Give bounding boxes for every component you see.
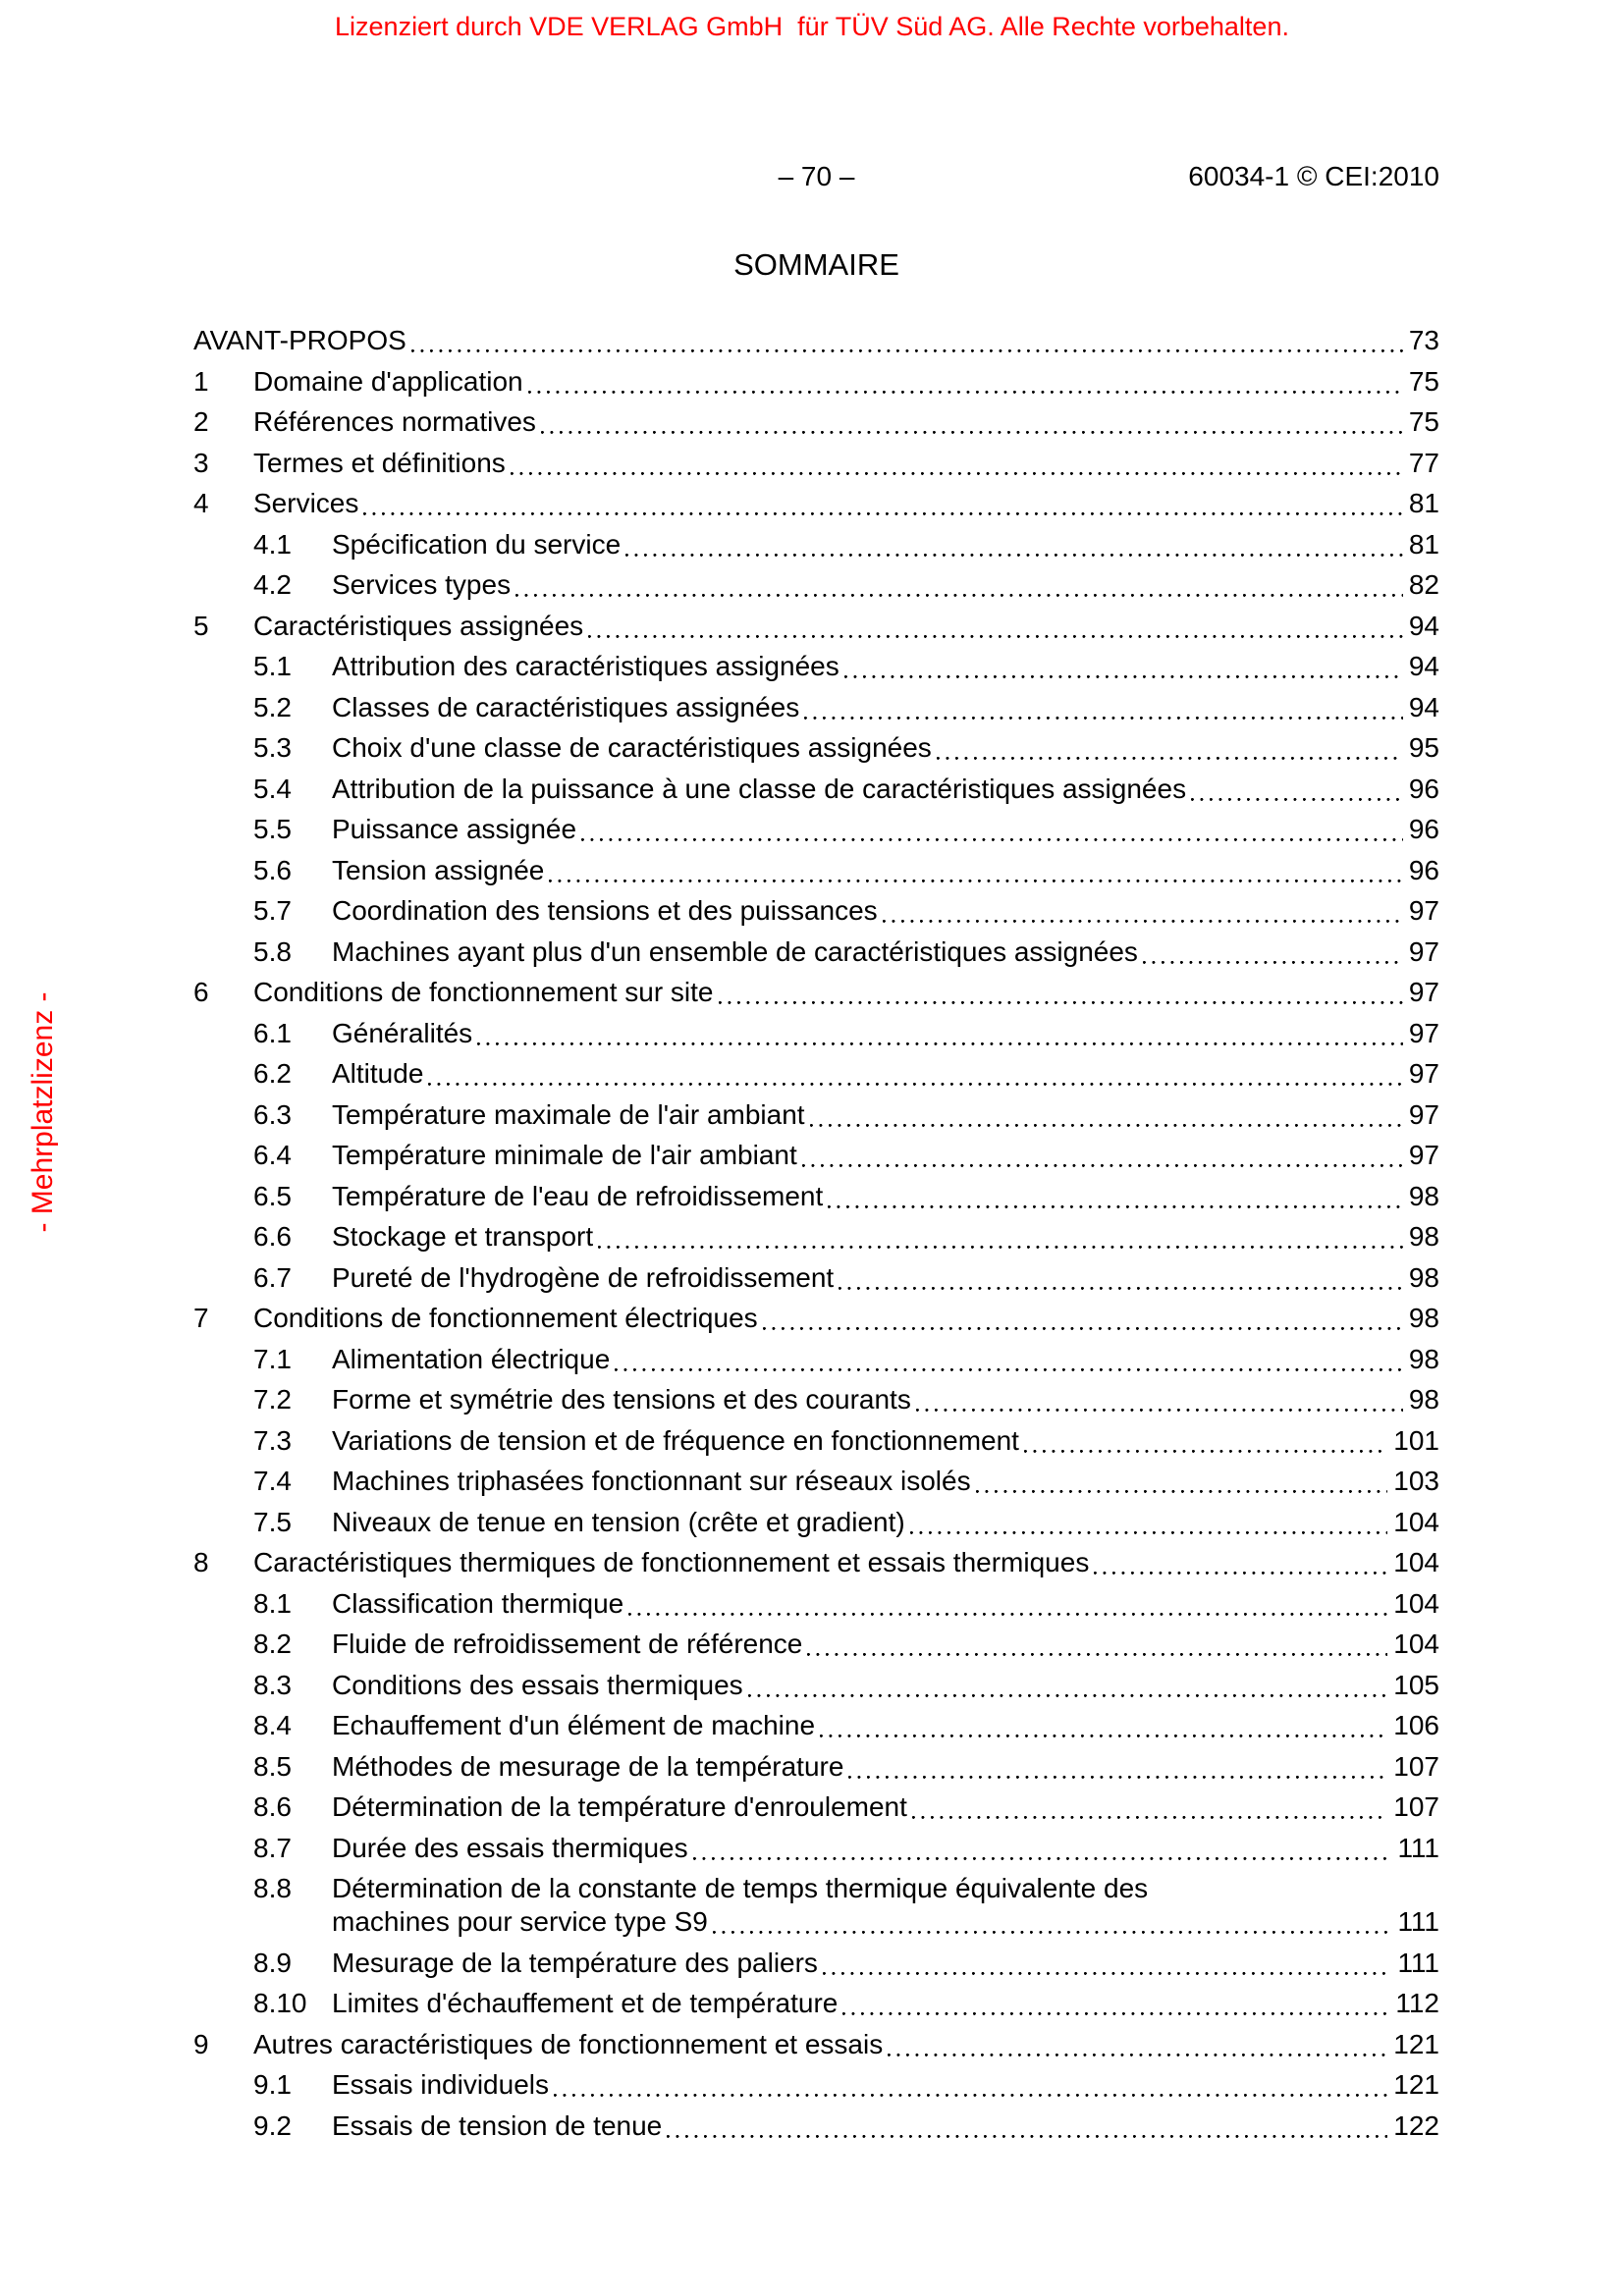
toc-leader-dots — [625, 554, 1403, 557]
toc-entry-line — [253, 1180, 1439, 1213]
toc-entry-title: Détermination de la température d'enroulement — [332, 1791, 907, 1822]
toc-leader-dots — [1143, 961, 1403, 964]
toc-leader-dots — [411, 349, 1403, 352]
toc-entry-title: Domaine d'application — [253, 365, 523, 397]
toc-entry-page: 104 — [1393, 1506, 1439, 1537]
toc-entry-title: Fluide de refroidissement de référence — [332, 1629, 803, 1659]
toc-entry-title: Services — [253, 488, 359, 518]
multi-seat-license-watermark: - Mehrplatzlizenz - — [27, 991, 59, 1233]
toc-entry-page: 104 — [1393, 1547, 1439, 1577]
toc-entry-line — [253, 650, 1439, 683]
toc-leader-dots — [937, 757, 1403, 760]
toc-entry-number: 5.7 — [253, 895, 292, 926]
toc-entry — [193, 1180, 1439, 1213]
toc-entry-title: Termes et définitions — [253, 447, 506, 478]
toc-entry-line — [253, 935, 1439, 969]
toc-entry-number: 9 — [193, 2028, 209, 2059]
toc-entry-page: 98 — [1408, 1261, 1439, 1293]
toc-entry-number: 9.1 — [253, 2069, 292, 2100]
toc-entry-number: 4.2 — [253, 569, 292, 600]
toc-entry-page: 82 — [1408, 569, 1439, 600]
toc-leader-dots — [363, 512, 1402, 515]
toc-entry-title: Classes de caractéristiques assignées — [332, 691, 800, 722]
toc-leader-dots — [628, 1613, 1387, 1616]
toc-entry-page: 111 — [1397, 1947, 1439, 1978]
toc-entry-number: 7.5 — [253, 1506, 292, 1537]
toc-leader-dots — [823, 1972, 1392, 1975]
toc-entry-line — [193, 487, 1439, 520]
toc-entry-number: 3 — [193, 447, 209, 478]
toc-leader-dots — [828, 1205, 1403, 1208]
toc-entry-line — [253, 1383, 1439, 1416]
toc-entry-title: Température de l'eau de refroidissement — [332, 1180, 824, 1211]
toc-entry-number: 5.4 — [253, 773, 292, 804]
toc-entry-number: 8.1 — [253, 1587, 292, 1619]
toc-leader-dots — [541, 431, 1403, 434]
toc-entry — [193, 610, 1439, 643]
toc-entry-title: Coordination des tensions et des puissances — [332, 895, 878, 926]
toc-entry-title: Choix d'une classe de caractéristiques assignées — [332, 732, 932, 763]
toc-entry-number: 6 — [193, 977, 209, 1007]
toc-entry-title: Caractéristiques assignées — [253, 610, 584, 641]
toc-entry — [193, 1709, 1439, 1742]
toc-entry-page: 112 — [1395, 1988, 1439, 2018]
toc-entry-title: Caractéristiques thermiques de fonctionnement et essais thermiques — [253, 1547, 1090, 1577]
toc-entry-title: Pureté de l'hydrogène de refroidissement — [332, 1261, 835, 1293]
toc-entry-page: 98 — [1408, 1180, 1439, 1211]
toc-entry-title: Attribution de la puissance à une classe de caractéristiques assignées — [332, 773, 1187, 804]
toc-entry-title: Machines triphasées fonctionnant sur réseaux isolés — [332, 1466, 971, 1496]
toc-leader-dots — [581, 838, 1403, 841]
toc-entry-line — [253, 1139, 1439, 1172]
toc-entry-number: 8.7 — [253, 1832, 292, 1863]
toc-list — [193, 324, 1439, 2143]
toc-entry-title: Mesurage de la température des paliers — [332, 1947, 818, 1978]
toc-leader-dots — [588, 635, 1403, 638]
toc-leader-dots — [511, 472, 1403, 475]
toc-entry — [193, 324, 1439, 357]
toc-entry-page: 104 — [1393, 1629, 1439, 1659]
page-number-marker: – 70 – — [778, 161, 855, 191]
toc-entry — [193, 1220, 1439, 1254]
toc-leader-dots — [763, 1327, 1403, 1330]
toc-entry-line — [253, 1587, 1439, 1621]
toc-entry-title-continued: machines pour service type S9 — [332, 1906, 708, 1937]
toc-entry-number: 6.6 — [253, 1221, 292, 1252]
toc-entry-title: Conditions de fonctionnement électriques — [253, 1303, 758, 1333]
toc-entry-page: 104 — [1393, 1587, 1439, 1619]
toc-entry-line — [253, 773, 1439, 806]
toc-entry-title: Généralités — [332, 1017, 473, 1048]
toc-entry-title: Altitude — [332, 1058, 424, 1089]
toc-entry-number: 8.6 — [253, 1791, 292, 1822]
toc-entry — [193, 365, 1439, 399]
toc-entry-number: 8.9 — [253, 1947, 292, 1978]
toc-entry — [193, 773, 1439, 806]
toc-entry — [193, 1302, 1439, 1335]
toc-entry-line — [253, 731, 1439, 765]
toc-leader-dots — [810, 1124, 1403, 1127]
toc-entry-line — [253, 1506, 1439, 1539]
toc-leader-dots — [802, 1164, 1403, 1167]
toc-leader-dots — [888, 2054, 1387, 2056]
toc-entry-number: 6.2 — [253, 1058, 292, 1089]
toc-entry-line — [193, 324, 1439, 357]
toc-entry-title: Variations de tension et de fréquence en fonctionnement — [332, 1424, 1019, 1456]
toc-entry-page: 97 — [1408, 1140, 1439, 1170]
toc-entry-title: Stockage et transport — [332, 1221, 594, 1252]
toc-entry-title: Puissance assignée — [332, 814, 577, 844]
running-header — [193, 160, 1439, 193]
toc-leader-dots — [428, 1083, 1402, 1086]
toc-leader-dots — [820, 1735, 1387, 1737]
toc-entry-title: Références normatives — [253, 406, 536, 437]
toc-entry-number: 8.3 — [253, 1669, 292, 1700]
toc-entry-number: 6.4 — [253, 1140, 292, 1170]
toc-entry — [193, 1424, 1439, 1458]
toc-entry-title: Température minimale de l'air ambiant — [332, 1140, 797, 1170]
toc-entry-page: 96 — [1408, 773, 1439, 804]
toc-entry-line — [253, 1261, 1439, 1295]
toc-entry — [193, 487, 1439, 520]
toc-entry-page: 97 — [1408, 1098, 1439, 1130]
toc-leader-dots — [916, 1409, 1403, 1412]
toc-entry-line — [253, 1220, 1439, 1254]
toc-entry-line — [253, 568, 1439, 602]
toc-entry-line — [253, 691, 1439, 724]
toc-entry-line — [193, 405, 1439, 439]
toc-entry-line — [193, 365, 1439, 399]
toc-entry-number: 8.2 — [253, 1629, 292, 1659]
toc-entry-title: Limites d'échauffement et de température — [332, 1988, 839, 2018]
toc-entry-page: 103 — [1393, 1466, 1439, 1496]
toc-entry — [193, 976, 1439, 1009]
toc-entry — [193, 405, 1439, 439]
toc-entry-page: 94 — [1408, 651, 1439, 681]
toc-entry — [193, 1587, 1439, 1621]
toc-leader-dots — [912, 1816, 1387, 1819]
toc-entry-line — [193, 447, 1439, 480]
toc-entry-number: 5.6 — [253, 854, 292, 885]
toc-leader-dots — [528, 391, 1403, 394]
toc-leader-dots — [844, 675, 1403, 678]
toc-entry — [193, 1098, 1439, 1132]
toc-entry-title: Attribution des caractéristiques assignées — [332, 651, 839, 681]
toc-entry-page: 101 — [1393, 1424, 1439, 1456]
toc-entry-line — [253, 1947, 1439, 1980]
toc-entry — [193, 2068, 1439, 2102]
toc-entry-number: 5.2 — [253, 691, 292, 722]
toc-entry-page: 77 — [1408, 447, 1439, 478]
toc-entry-line — [253, 1098, 1439, 1132]
toc-leader-dots — [598, 1246, 1403, 1249]
toc-entry-line — [253, 1669, 1439, 1702]
toc-entry-number: 5.5 — [253, 814, 292, 844]
toc-entry — [193, 1628, 1439, 1661]
toc-entry-number: 8.5 — [253, 1750, 292, 1782]
toc-leader-dots — [693, 1857, 1392, 1860]
toc-entry-page: 73 — [1408, 325, 1439, 355]
toc-entry-number: 7.2 — [253, 1384, 292, 1415]
toc-entry-line — [253, 894, 1439, 928]
toc-entry-title: Forme et symétrie des tensions et des courants — [332, 1384, 911, 1415]
toc-leader-dots — [748, 1694, 1388, 1697]
toc-entry-line-continued — [253, 1905, 1439, 1939]
toc-entry — [193, 2028, 1439, 2061]
toc-entry-line — [253, 1628, 1439, 1661]
toc-leader-dots — [839, 1287, 1403, 1290]
toc-entry — [193, 935, 1439, 969]
toc-entry-line — [253, 854, 1439, 887]
toc-leader-dots — [554, 2094, 1387, 2097]
toc-entry-page: 97 — [1408, 1017, 1439, 1048]
toc-entry-title: Services types — [332, 569, 512, 600]
toc-entry-title: Conditions des essais thermiques — [332, 1669, 743, 1700]
toc-entry — [193, 1261, 1439, 1295]
toc-entry-line — [253, 1987, 1439, 2020]
toc-leader-dots — [883, 920, 1403, 923]
toc-entry — [193, 650, 1439, 683]
toc-entry — [193, 1465, 1439, 1498]
toc-entry — [193, 1750, 1439, 1784]
toc-entry-page: 121 — [1393, 2069, 1439, 2100]
toc-entry — [193, 1790, 1439, 1824]
toc-entry-title: Tension assignée — [332, 854, 545, 885]
license-notice: Lizenziert durch VDE VERLAG GmbH für TÜV Süd AG. Alle Rechte vorbehalten. — [335, 12, 1289, 41]
toc-entry-page: 111 — [1397, 1906, 1439, 1937]
toc-entry — [193, 1057, 1439, 1091]
document-reference: 60034-1 © CEI:2010 — [1188, 161, 1439, 191]
toc-leader-dots — [1094, 1572, 1387, 1575]
toc-entry-number: 5.8 — [253, 935, 292, 967]
toc-entry — [193, 447, 1439, 480]
toc-leader-dots — [807, 1653, 1387, 1656]
toc-entry-number: 4.1 — [253, 528, 292, 560]
toc-leader-dots — [667, 2135, 1387, 2138]
toc-entry — [193, 813, 1439, 846]
toc-entry-page: 121 — [1393, 2028, 1439, 2059]
toc-entry-title: Alimentation électrique — [332, 1343, 611, 1374]
toc-leader-dots — [713, 1931, 1392, 1934]
toc-entry — [193, 1872, 1439, 1939]
toc-entry-page: 97 — [1408, 1058, 1439, 1089]
toc-entry — [193, 568, 1439, 602]
toc-entry-line — [193, 1546, 1439, 1579]
toc-entry — [193, 1832, 1439, 1865]
toc-entry-number: 7.4 — [253, 1466, 292, 1496]
toc-entry-page: 106 — [1393, 1710, 1439, 1740]
toc-entry — [193, 1383, 1439, 1416]
toc-entry-number: 8 — [193, 1547, 209, 1577]
toc-entry-number: 6.1 — [253, 1017, 292, 1048]
page-title: SOMMAIRE — [733, 247, 899, 282]
toc-leader-dots — [910, 1531, 1388, 1534]
toc-entry-line — [253, 1057, 1439, 1091]
toc-entry-page: 97 — [1408, 935, 1439, 967]
toc-entry-line — [253, 1872, 1439, 1905]
toc-leader-dots — [848, 1776, 1387, 1779]
toc-entry-line — [253, 2109, 1439, 2143]
toc-entry-page: 105 — [1393, 1669, 1439, 1700]
toc-entry-number: 9.2 — [253, 2109, 292, 2141]
toc-leader-dots — [804, 717, 1403, 720]
toc-entry-page: 75 — [1408, 406, 1439, 437]
toc-entry-title: Echauffement d'un élément de machine — [332, 1710, 816, 1740]
toc-entry-number: 2 — [193, 406, 209, 437]
toc-entry-page: 96 — [1408, 854, 1439, 885]
toc-entry-page: 107 — [1393, 1750, 1439, 1782]
toc-entry-title: AVANT-PROPOS — [193, 325, 406, 355]
toc-leader-dots — [842, 2012, 1389, 2015]
toc-entry-line — [253, 1017, 1439, 1050]
toc-entry — [193, 1017, 1439, 1050]
toc-entry — [193, 1987, 1439, 2020]
toc-entry-number: 6.3 — [253, 1098, 292, 1130]
toc-entry-number: 7 — [193, 1303, 209, 1333]
toc-entry-title: Température maximale de l'air ambiant — [332, 1098, 805, 1130]
toc-entry-page: 95 — [1408, 732, 1439, 763]
toc-entry — [193, 528, 1439, 561]
toc-entry-line — [253, 1790, 1439, 1824]
toc-entry-title: Durée des essais thermiques — [332, 1832, 688, 1863]
toc-entry-page: 81 — [1408, 488, 1439, 518]
toc-entry-number: 8.8 — [253, 1873, 292, 1903]
toc-entry-page: 111 — [1397, 1832, 1439, 1863]
toc-entry-title: Conditions de fonctionnement sur site — [253, 977, 714, 1007]
toc-entry-line — [253, 813, 1439, 846]
toc-entry-page: 97 — [1408, 977, 1439, 1007]
toc-entry-line — [253, 1424, 1439, 1458]
toc-entry-line — [253, 528, 1439, 561]
toc-entry-page: 98 — [1408, 1221, 1439, 1252]
toc-leader-dots — [615, 1368, 1403, 1371]
toc-entry-number: 1 — [193, 365, 209, 397]
toc-entry-page: 96 — [1408, 814, 1439, 844]
content-area — [193, 247, 1439, 2150]
toc-entry — [193, 691, 1439, 724]
toc-entry-title: Spécification du service — [332, 528, 622, 560]
toc-entry — [193, 894, 1439, 928]
toc-entry — [193, 1506, 1439, 1539]
toc-leader-dots — [1024, 1450, 1387, 1453]
toc-entry-line — [253, 1465, 1439, 1498]
toc-entry-page: 94 — [1408, 691, 1439, 722]
toc-entry — [193, 1343, 1439, 1376]
toc-entry-title: Niveaux de tenue en tension (crête et gradient) — [332, 1506, 905, 1537]
toc-entry-page: 98 — [1408, 1303, 1439, 1333]
toc-entry-title: Essais individuels — [332, 2069, 549, 2100]
toc-entry-title: Essais de tension de tenue — [332, 2109, 663, 2141]
toc-entry — [193, 854, 1439, 887]
toc-leader-dots — [719, 1001, 1403, 1004]
toc-entry-page: 122 — [1393, 2109, 1439, 2141]
toc-entry-line — [253, 1832, 1439, 1865]
toc-entry-line — [253, 2068, 1439, 2102]
toc-entry-page: 98 — [1408, 1343, 1439, 1374]
toc-entry — [193, 1139, 1439, 1172]
toc-entry — [193, 1947, 1439, 1980]
toc-entry — [193, 1546, 1439, 1579]
toc-entry — [193, 1669, 1439, 1702]
toc-leader-dots — [1191, 798, 1403, 801]
toc-entry-page: 107 — [1393, 1791, 1439, 1822]
toc-entry-line — [193, 1302, 1439, 1335]
toc-leader-dots — [477, 1042, 1403, 1045]
toc-entry-page: 94 — [1408, 610, 1439, 641]
toc-entry-line — [193, 976, 1439, 1009]
toc-entry-title: Machines ayant plus d'un ensemble de caractéristiques assignées — [332, 935, 1138, 967]
toc-entry-line — [253, 1343, 1439, 1376]
toc-entry-number: 8.4 — [253, 1710, 292, 1740]
toc-entry-title: Détermination de la constante de temps thermique équivalente des — [332, 1873, 1149, 1903]
toc-entry-page: 75 — [1408, 365, 1439, 397]
toc-entry-number: 8.10 — [253, 1988, 307, 2018]
toc-entry — [193, 2109, 1439, 2143]
toc-leader-dots — [549, 880, 1402, 882]
toc-entry-number: 5 — [193, 610, 209, 641]
toc-entry-page: 97 — [1408, 895, 1439, 926]
toc-entry-number: 7.1 — [253, 1343, 292, 1374]
toc-entry-line — [253, 1709, 1439, 1742]
toc-entry-number: 6.7 — [253, 1261, 292, 1293]
toc-entry-number: 7.3 — [253, 1424, 292, 1456]
toc-leader-dots — [515, 594, 1403, 597]
toc-entry-number: 5.1 — [253, 651, 292, 681]
toc-entry-number: 4 — [193, 488, 209, 518]
toc-entry-title: Classification thermique — [332, 1587, 624, 1619]
toc-entry-page: 98 — [1408, 1384, 1439, 1415]
toc-entry-title: Méthodes de mesurage de la température — [332, 1750, 844, 1782]
toc-entry-page: 81 — [1408, 528, 1439, 560]
toc-leader-dots — [976, 1490, 1388, 1493]
toc-entry — [193, 731, 1439, 765]
toc-entry-number: 5.3 — [253, 732, 292, 763]
toc-entry-number: 6.5 — [253, 1180, 292, 1211]
toc-entry-line — [253, 1750, 1439, 1784]
toc-entry-line — [193, 610, 1439, 643]
toc-entry-line — [193, 2028, 1439, 2061]
toc-entry-title: Autres caractéristiques de fonctionnement et essais — [253, 2028, 884, 2059]
